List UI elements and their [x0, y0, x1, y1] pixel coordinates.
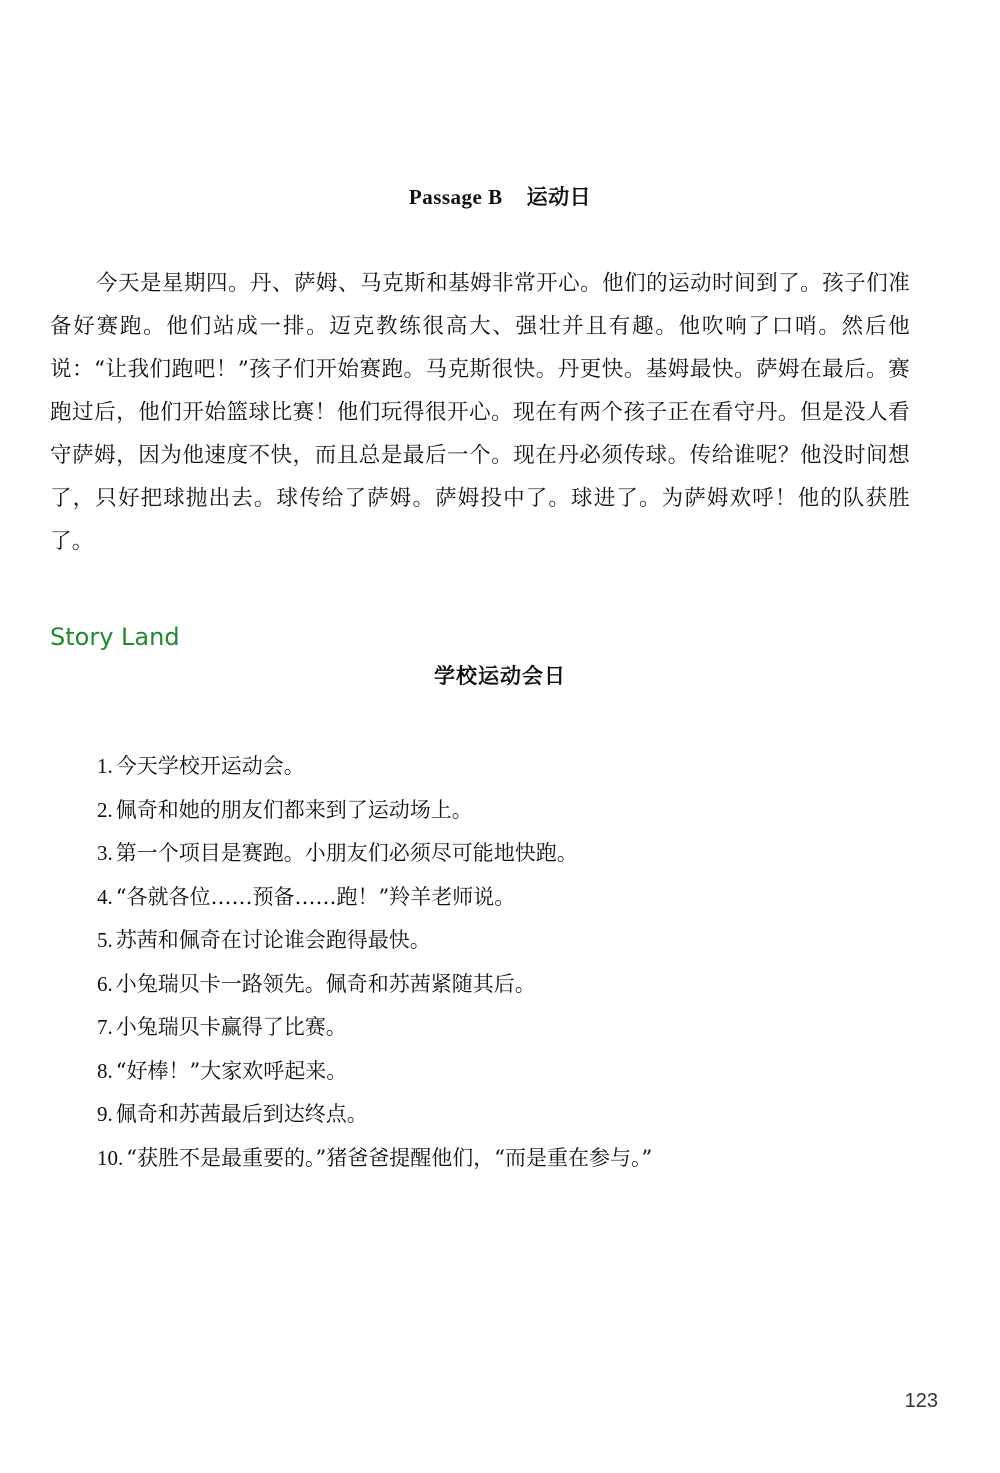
- item-number: 3.: [97, 841, 113, 865]
- section-label: Story Land: [50, 623, 180, 651]
- list-item: [97, 1096, 652, 1140]
- item-text: 小兔瑞贝卡一路领先。佩奇和苏茜紧随其后。: [115, 971, 536, 996]
- passage-title-cn: 运动日: [526, 184, 592, 209]
- list-item: [97, 922, 652, 966]
- item-text: “各就各位……预备……跑！”羚羊老师说。: [115, 884, 516, 909]
- story-title: 学校运动会日: [434, 663, 566, 688]
- list-item: [97, 1009, 652, 1053]
- item-number: 9.: [97, 1102, 113, 1126]
- item-text: 今天学校开运动会。: [115, 754, 305, 778]
- item-text: 佩奇和苏茜最后到达终点。: [115, 1102, 368, 1126]
- passage-body: 今天是星期四。丹、萨姆、马克斯和基姆非常开心。他们的运动时间到了。孩子们准备好赛跑。他们站成一排。迈克教练很高大、强壮并且有趣。他吹响了口哨。然后他说：“让我们跑吧！”孩子们开始赛跑。马克斯很快。丹更快。基姆最快。萨姆在最后。赛跑过后，他们开始篮球比赛！他们玩得很开心。现在有两个孩子正在看守丹。但是没人看守萨姆，因为他速度不快，而且总是最后一个。现在丹必须传球。传给谁呢？他没时间想了，只好把球抛出去。球传给了萨姆。萨姆投中了。球进了。为萨姆欢呼！他的队获胜了。: [50, 271, 910, 554]
- item-number: 4.: [97, 884, 113, 909]
- list-item: [97, 1140, 652, 1184]
- item-text: “获胜不是最重要的。”猪爸爸提醒他们，“而是重在参与。”: [126, 1145, 653, 1170]
- item-text: 第一个项目是赛跑。小朋友们必须尽可能地快跑。: [115, 841, 578, 865]
- item-text: 佩奇和她的朋友们都来到了运动场上。: [115, 797, 473, 822]
- list-item: [97, 835, 652, 879]
- item-text: “好棒！”大家欢呼起来。: [115, 1058, 348, 1083]
- story-list: [97, 748, 652, 1183]
- item-number: 10.: [97, 1145, 124, 1170]
- list-item: [97, 1053, 652, 1097]
- list-item: [97, 748, 652, 792]
- item-number: 2.: [97, 797, 113, 822]
- page-number: 123: [904, 1390, 938, 1412]
- passage-title-en: Passage B: [408, 185, 503, 209]
- passage-title: [0, 181, 1000, 211]
- item-number: 8.: [97, 1058, 113, 1083]
- item-text: 苏茜和佩奇在讨论谁会跑得最快。: [115, 928, 431, 952]
- list-item: [97, 966, 652, 1010]
- item-text: 小兔瑞贝卡赢得了比赛。: [115, 1015, 347, 1039]
- item-number: 7.: [97, 1015, 113, 1039]
- list-item: [97, 792, 652, 836]
- item-number: 1.: [97, 754, 113, 778]
- item-number: 5.: [97, 928, 113, 952]
- item-number: 6.: [97, 971, 113, 996]
- list-item: [97, 879, 652, 923]
